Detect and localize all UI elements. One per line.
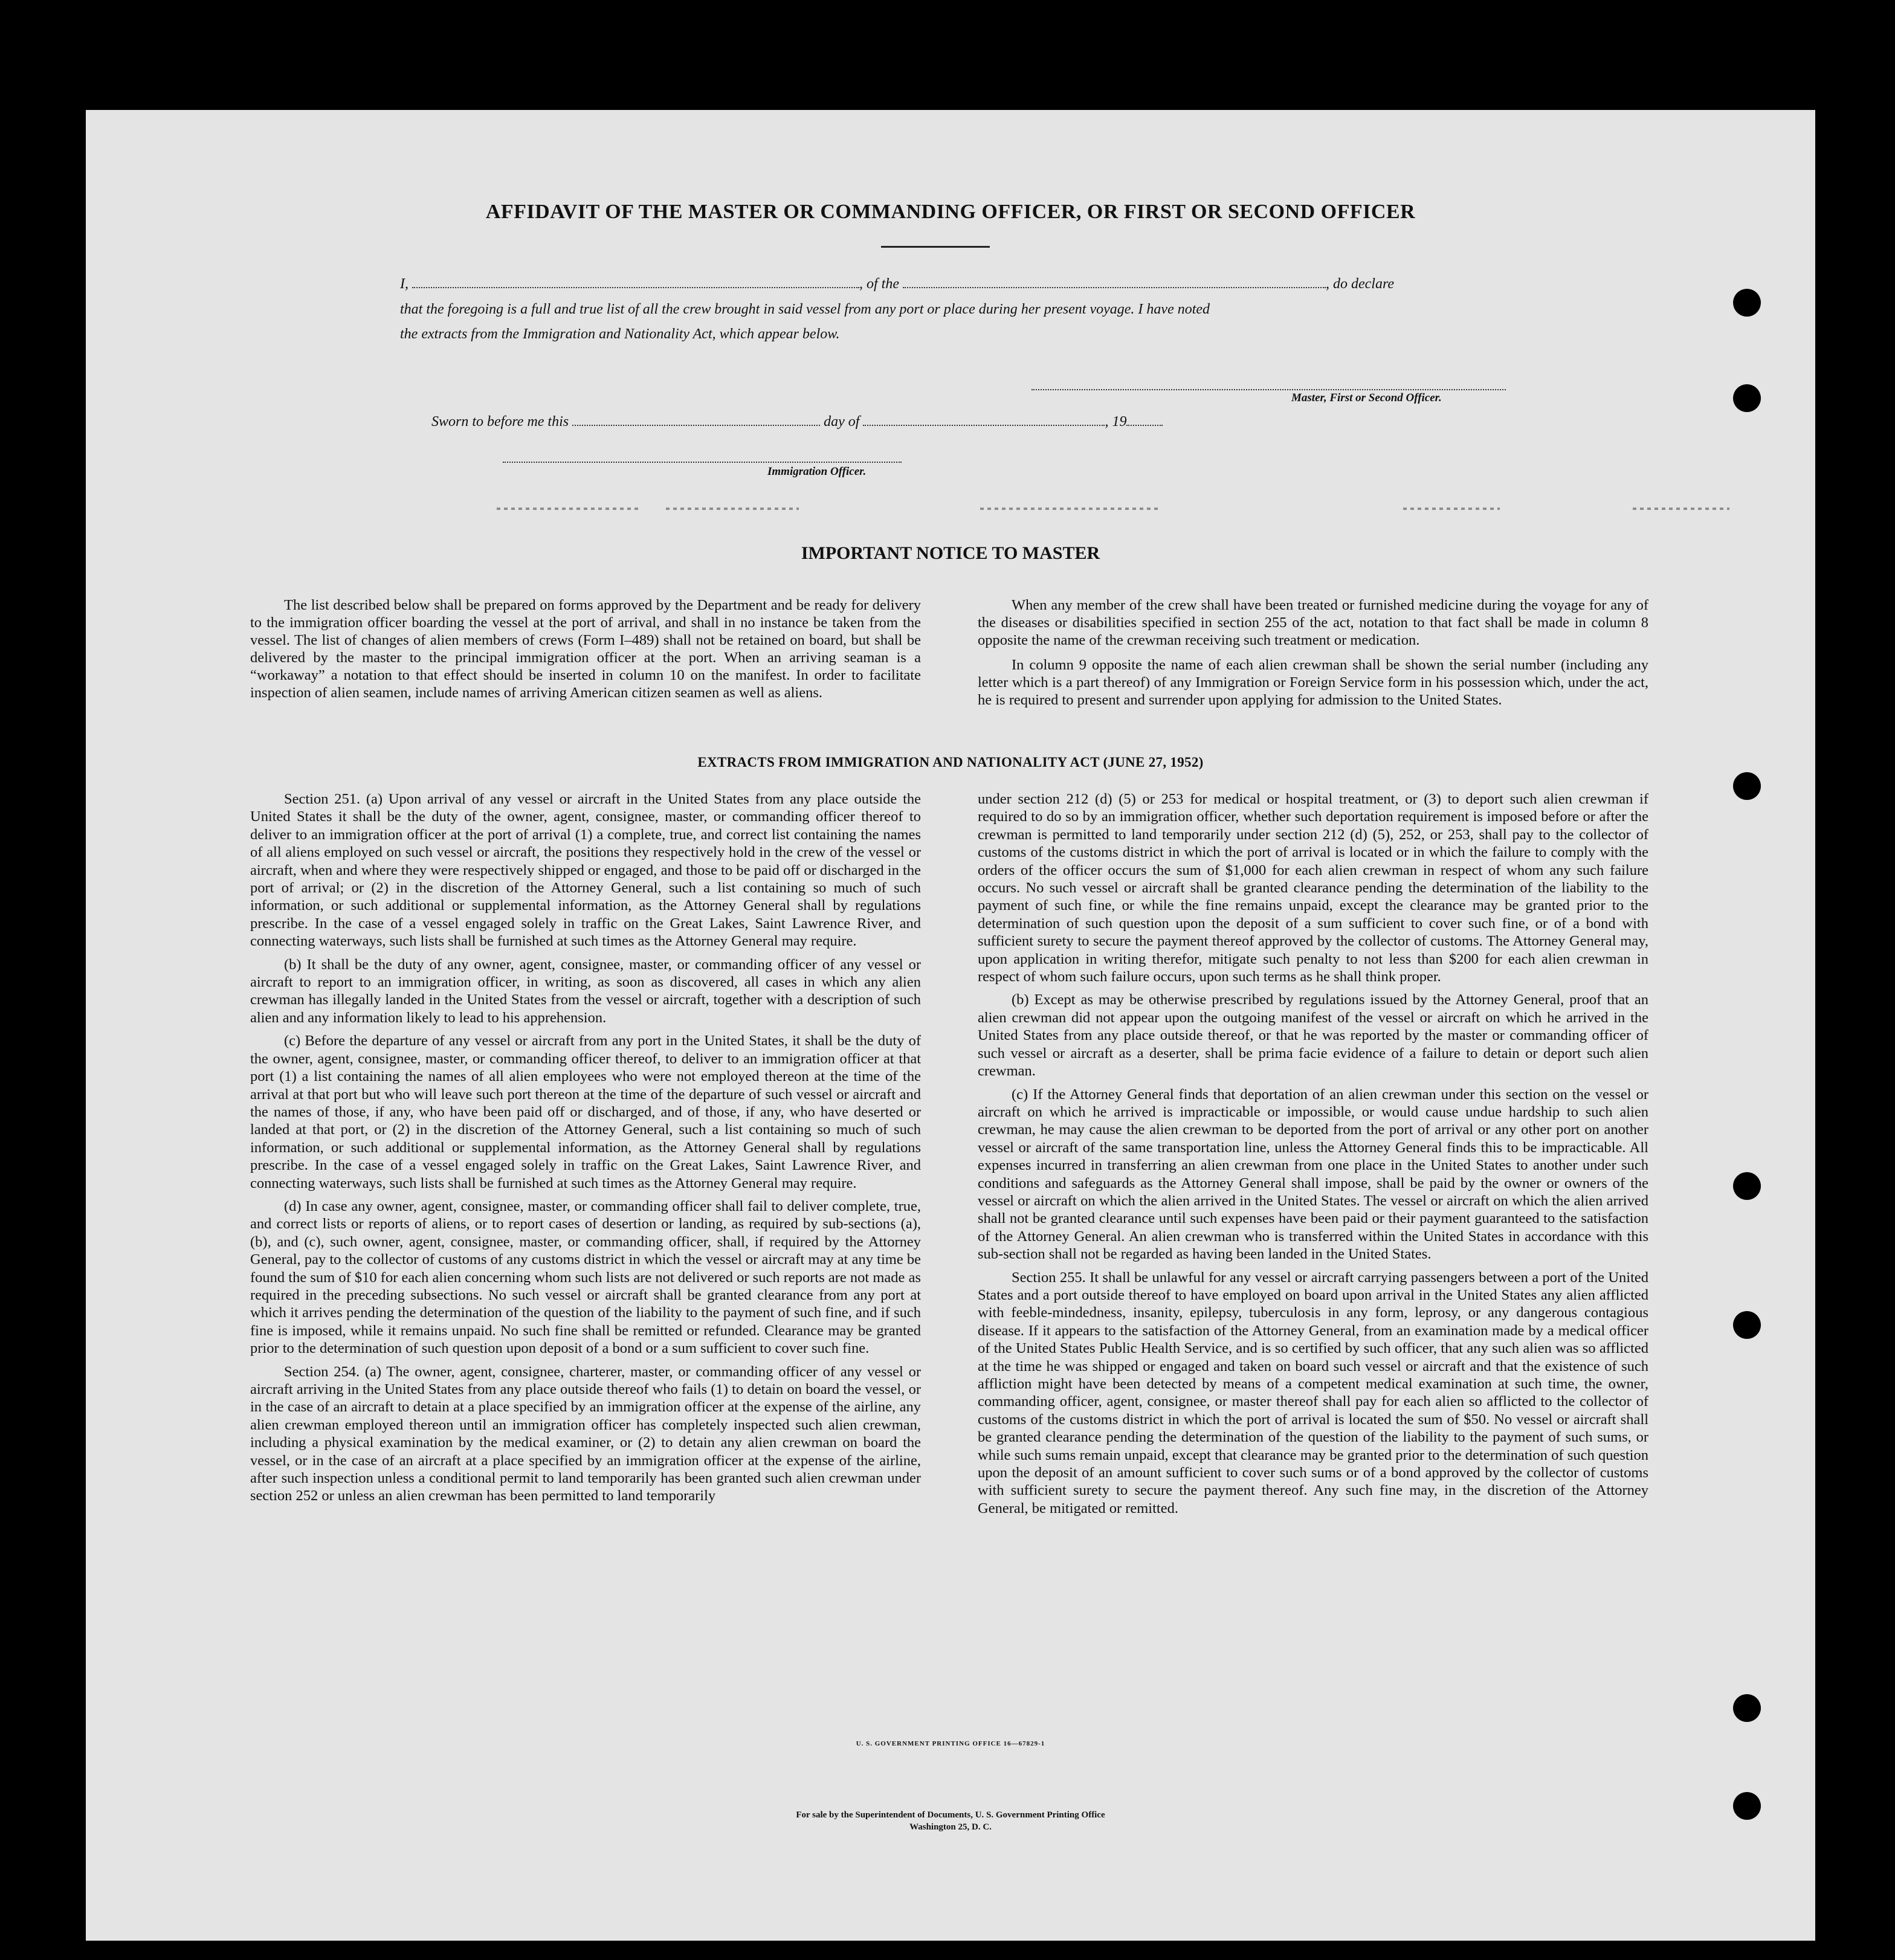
master-caption: Master, First or Second Officer. bbox=[1291, 392, 1442, 404]
smudge-mark bbox=[1633, 508, 1729, 510]
notice-right-column bbox=[978, 596, 1648, 709]
declare-label: , do declare bbox=[1326, 276, 1395, 292]
extracts-right-column bbox=[978, 790, 1648, 1523]
vessel-name-field[interactable] bbox=[903, 275, 1326, 288]
master-signature-line[interactable] bbox=[1031, 389, 1506, 390]
notice-left-column bbox=[250, 596, 921, 701]
section-254-c: (c) If the Attorney General finds that deportation of an alien crewman under this section on the vessel or aircraft on which he arrived is impracticable or impossible, or would cause undue hardship to such alien crewman, he may cause the alien crewman to be deported from the port of arrival or any other port on another vessel or aircraft of the same transportation line, unless the Attorney General finds this to be impracticable. All expenses incurred in transferring an alien crewman from one place in the United States to another under such conditions and safeguards as the Attorney General shall impose, shall be paid by the owner or owners of the vessel or aircraft on which the alien arrived in the United States. The vessel or aircraft on which the alien arrived shall not be granted clearance until such expenses have been paid or their payment guaranteed to the satisfaction of the Attorney General. An alien crewman who is transferred within the United States in accordance with this sub-section shall not be regarded as having been landed in the United States. bbox=[978, 1086, 1648, 1263]
declarant-name-field[interactable] bbox=[412, 275, 859, 288]
smudge-mark bbox=[666, 508, 799, 510]
section-254-a: Section 254. (a) The owner, agent, consignee, charterer, master, or commanding officer of any vessel or aircraft arriving in the United States from any place outside thereof who fails (1) to detain on board the vessel, or in the case of an aircraft to detain at a place specified by an immigration officer at the expense of the airline, any alien crewman employed thereon until an immigration officer has completely inspected such alien crewman, including a physical examination by the medical examiner, or (2) to detain any alien crewman on board the vessel, or in the case of an aircraft at a place specified by an immigration officer at the expense of the airline, after such inspection unless a conditional permit to land temporarily has been granted such alien crewman under section 252 or unless an alien crewman has been permitted to land temporarily bbox=[250, 1363, 921, 1504]
declaration-line-1 bbox=[400, 272, 1603, 297]
sale-line-1: For sale by the Superintendent of Documents, U. S. Government Printing Office bbox=[796, 1810, 1105, 1820]
document-page bbox=[86, 110, 1815, 1941]
section-251-d: (d) In case any owner, agent, consignee, master, or commanding officer shall fail to deliver complete, true, and correct lists or reports of aliens, or to report cases of desertion or landing, as required by sub-sections (a), (b), and (c), such owner, agent, consignee, master, or commanding officer, shall, if required by the Attorney General, pay to the collector of customs of any customs district in which the vessel or aircraft may at any time be found the sum of $10 for each alien concerning whom such lists are not delivered or such reports are not made as required in the preceding subsections. No such vessel or aircraft shall be granted clearance from any port at which it arrives pending the determination of the question of the liability to the payment of such fine, and if such fine is imposed, while it remains unpaid. No such fine shall be remitted or refunded. Clearance may be granted prior to the determination of such question upon deposit of a bond or a sum sufficient to cover such fine. bbox=[250, 1198, 921, 1357]
officer-caption: Immigration Officer. bbox=[767, 465, 867, 478]
punch-hole bbox=[1733, 289, 1761, 317]
notice-right-paragraph-1: When any member of the crew shall have been treated or furnished medicine during the voyage for any of the diseases or disabilities specified in section 255 of the act, notation to that fact shall be made in column 8 opposite the name of the crewman receiving such treatment or medication. bbox=[978, 597, 1648, 648]
extracts-left-column bbox=[250, 790, 921, 1510]
sworn-day-field[interactable] bbox=[572, 413, 820, 426]
section-251-c: (c) Before the departure of any vessel or aircraft from any port in the United States, it shall be the duty of the owner, agent, consignee, master, or commanding officer thereof, to deliver to an immigration officer at that port (1) a list containing the names of all alien employees who were not employed thereon at the time of the arrival at that port but who will leave such port thereon at the time of the departure of such vessel or aircraft and the names of those, if any, who have been paid off or discharged, and of those, if any, who have deserted or landed at that port, or (2) in the discretion of the Attorney General, such a list containing so much of such information, or such additional or supplemental information, as the Attorney General shall by regulations prescribe. In the case of a vessel engaged solely in traffic on the Great Lakes, Saint Lawrence River, and connecting waterways, such lists shall be furnished at such times as the Attorney General may require. bbox=[250, 1033, 921, 1191]
of-the-label: , of the bbox=[859, 276, 899, 292]
sworn-year-field[interactable] bbox=[1126, 413, 1163, 426]
section-254-a-continued: under section 212 (d) (5) or 253 for medical or hospital treatment, or (3) to deport such alien crewman if required to do so by an immigration officer, whether such deportation requirement is imposed before or after the crewman is permitted to land temporarily under section 212 (d) (5), 252, or 253, shall pay to the collector of customs of the customs district in which the port of arrival is located or in which the failure to comply with the orders of the officer occurs the sum of $1,000 for each alien crewman in respect of whom any such failure occurs. No such vessel or aircraft shall be granted clearance pending the determination of the liability to the payment of such fine, or while the fine remains unpaid, except the clearance may be granted prior to the determination of such question upon the deposit of a sum sufficient to cover such fine, or of a bond with sufficient surety to secure the payment thereof approved by the collector of customs. The Attorney General may, upon application in writing therefor, mitigate such penalty to not less than $200 for each alien crewman in respect of whom such failure occurs, upon such terms as he shall think proper. bbox=[978, 791, 1648, 985]
notice-title: IMPORTANT NOTICE TO MASTER bbox=[801, 543, 1100, 563]
sale-line-2: Washington 25, D. C. bbox=[909, 1822, 992, 1832]
punch-hole bbox=[1733, 1694, 1761, 1722]
affidavit-title: AFFIDAVIT OF THE MASTER OR COMMANDING OFFICER, OR FIRST OR SECOND OFFICER bbox=[485, 201, 1416, 223]
punch-hole bbox=[1733, 1172, 1761, 1200]
day-of-label: day of bbox=[824, 414, 860, 430]
sale-notice bbox=[86, 1809, 1815, 1833]
title-divider bbox=[881, 246, 990, 248]
punch-hole bbox=[1733, 384, 1761, 412]
section-255: Section 255. It shall be unlawful for any vessel or aircraft carrying passengers between a port of the United States and a port outside thereof to have employed on board upon arrival in the United States any alien afflicted with feeble-mindedness, insanity, epilepsy, tuberculosis in any form, leprosy, or any dangerous contagious disease. If it appears to the satisfaction of the Attorney General, from an examination made by a medical officer of the United States Public Health Service, and is so certified by such officer, that any such alien was so afflicted at the time he was shipped or engaged and taken on board such vessel or aircraft and that the existence of such affliction might have been detected by means of a competent medical examination at such time, the owner, commanding officer, agent, consignee, or master thereof shall pay for each alien so afflicted to the collector of customs of the customs district in which the port of arrival is located the sum of $50. No vessel or aircraft shall be granted clearance pending the determination of the question of the liability to the payment of such sums, or while such sums remain unpaid, except that clearance may be granted prior to the determination of such question upon the deposit of an amount sufficient to cover such sums or of a bond approved by the collector of customs with sufficient surety to secure the payment thereof. Any such fine may, in the discretion of the Attorney General, be mitigated or remitted. bbox=[978, 1269, 1648, 1517]
notice-right-paragraph-2: In column 9 opposite the name of each alien crewman shall be shown the serial number (including any letter which is a part thereof) of any Immigration or Foreign Service form in his possession which, under the act, he is required to present and surrender upon applying for admission to the United States. bbox=[978, 657, 1648, 708]
punch-hole bbox=[1733, 1311, 1761, 1339]
punch-hole bbox=[1733, 1792, 1761, 1820]
punch-hole bbox=[1733, 772, 1761, 800]
sworn-month-field[interactable] bbox=[863, 413, 1105, 426]
year-label: , 19 bbox=[1105, 414, 1127, 430]
smudge-mark bbox=[1403, 508, 1500, 510]
sworn-label: Sworn to before me this bbox=[431, 414, 569, 430]
notice-left-paragraph: The list described below shall be prepared on forms approved by the Department and be ready for delivery to the immigration officer boarding the vessel at the port of arrival, and shall in no instance be taken from the vessel. The list of changes of alien members of crews (Form I–489) shall not be retained on board, but shall be delivered by the master to the principal immigration officer at the port. When an arriving seaman is a “workaway” a notation to that effect should be inserted in column 10 on the manifest. In order to facilitate inspection of alien seamen, include names of arriving American citizen seamen as well as aliens. bbox=[250, 597, 921, 701]
section-251-a: Section 251. (a) Upon arrival of any vessel or aircraft in the United States from any place outside the United States it shall be the duty of the owner, agent, consignee, master, or commanding officer thereof to deliver to an immigration officer at the port of arrival (1) a complete, true, and correct list containing the names of all aliens employed on such vessel or aircraft, the positions they respectively hold in the crew of the vessel or aircraft, when and where they were respectively shipped or engaged, and those to be paid off or discharged in the port of arrival; or (2) in the discretion of the Attorney General, such a list containing so much of such information, or such additional or supplemental information, as the Attorney General shall by regulations prescribe. In the case of a vessel engaged solely in traffic on the Great Lakes, Saint Lawrence River, and connecting waterways, such lists shall be furnished at such times as the Attorney General may require. bbox=[250, 791, 921, 950]
section-251-b: (b) It shall be the duty of any owner, agent, consignee, master, or commanding officer of any vessel or aircraft to report to an immigration officer, in writing, as soon as discovered, all cases in which any alien crewman has illegally landed in the United States from the vessel or aircraft, together with a description of such alien and any information likely to lead to his apprehension. bbox=[250, 956, 921, 1026]
declarant-prefix: I, bbox=[400, 276, 408, 292]
section-254-b: (b) Except as may be otherwise prescribed by regulations issued by the Attorney General, proof that an alien crewman did not appear upon the outgoing manifest of the vessel or aircraft on which he arrived in the United States from any place outside thereof, or that he was reported by the master or commanding officer of such vessel or aircraft as a deserter, shall be prima facie evidence of a failure to detain or deport such alien crewman. bbox=[978, 991, 1648, 1080]
declaration-line-2: that the foregoing is a full and true list of all the crew brought in said vessel from any port or place during her present voyage. I have noted bbox=[400, 301, 1210, 317]
officer-signature-line[interactable] bbox=[503, 462, 902, 463]
smudge-mark bbox=[980, 508, 1161, 510]
smudge-mark bbox=[497, 508, 642, 510]
sworn-line bbox=[431, 410, 1338, 434]
extracts-title: EXTRACTS FROM IMMIGRATION AND NATIONALITY ACT (JUNE 27, 1952) bbox=[697, 755, 1204, 770]
printing-office-note: U. S. GOVERNMENT PRINTING OFFICE 16—67829-1 bbox=[856, 1740, 1045, 1747]
declaration-line-3: the extracts from the Immigration and Nationality Act, which appear below. bbox=[400, 326, 840, 342]
